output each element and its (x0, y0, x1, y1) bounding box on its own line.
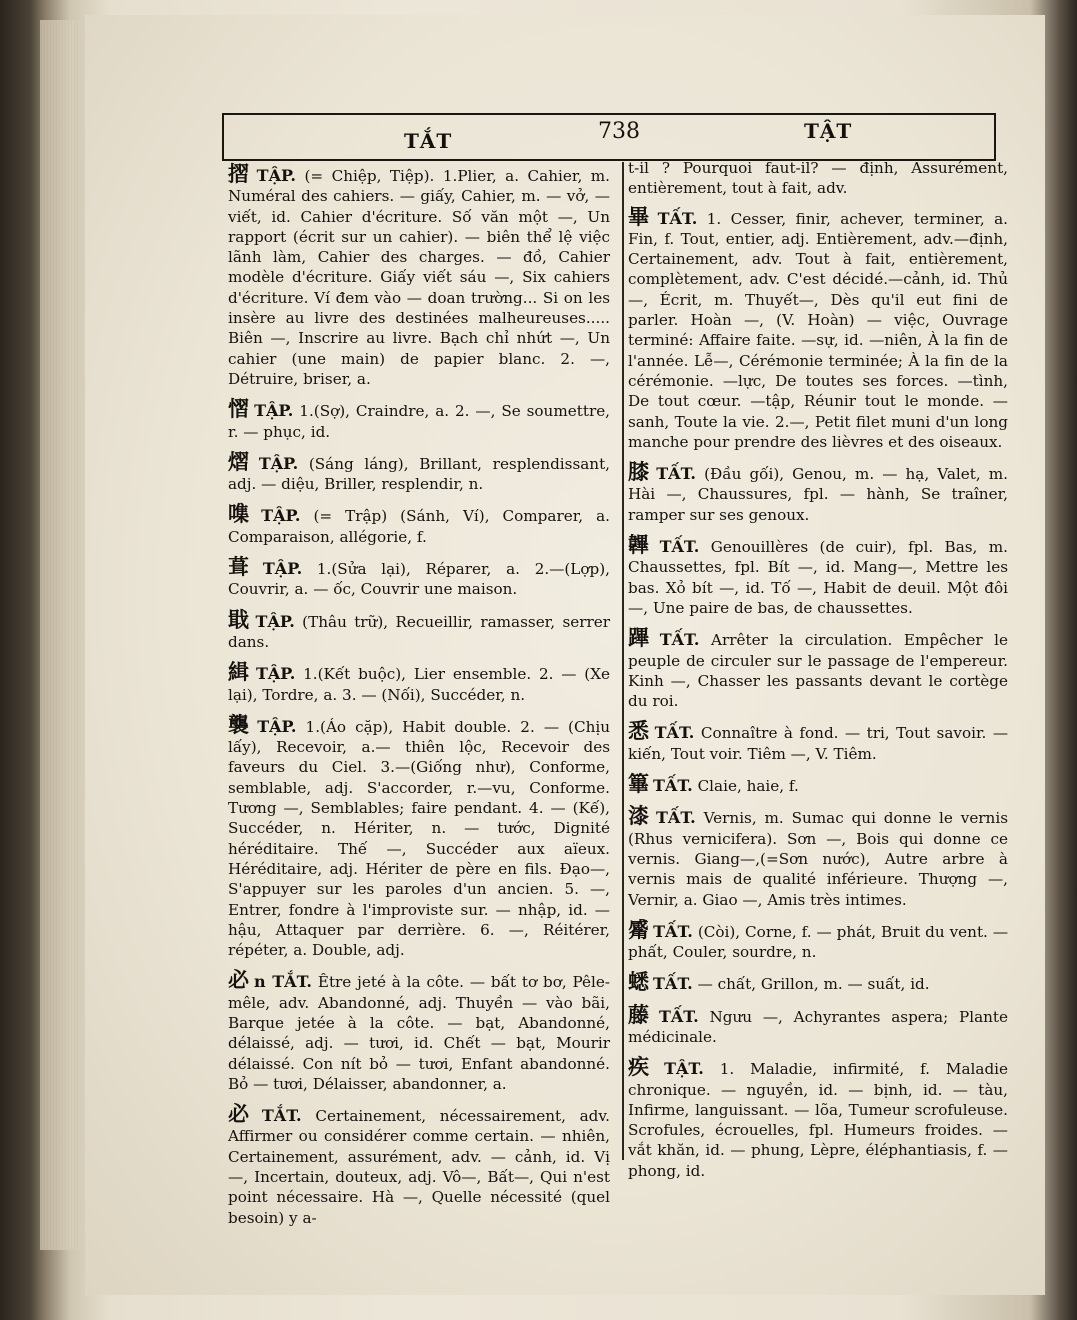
dictionary-entry-continuation (628, 158, 1008, 199)
entry-definition: 1.(Sửa lại), Réparer, a. 2.—(Lợp), Couvrir, a. — ốc, Couvrir une maison. (228, 560, 610, 599)
entry-definition: (Thâu trữ), Recueillir, ramasser, serrer dans. (228, 612, 611, 651)
entry-character: 韠 (628, 532, 656, 558)
entry-headword: TẤT. (658, 1006, 699, 1026)
entry-character: 悉 (628, 718, 651, 744)
dictionary-entry (228, 711, 611, 961)
entry-character: 葺 (228, 554, 259, 580)
entry-definition: Claie, haie, f. (697, 777, 799, 796)
entry-headword: TẬP. (255, 664, 296, 684)
entry-headword: TẤT. (653, 776, 693, 796)
entry-headword: TẤT. (656, 808, 696, 828)
dictionary-entry (228, 448, 611, 495)
entry-definition: 1.(Kết buộc), Lier ensemble. 2. — (Xe lại), Tordre, a. 3. — (Nối), Succéder, n. (228, 665, 610, 704)
entry-character: 篳 (628, 771, 649, 797)
entry-character: 必 (228, 967, 251, 993)
entry-definition: 1.(Sợ), Craindre, a. 2. —, Se soumettre, r. — phục, id. (228, 402, 611, 441)
entry-headword: TẤT. (659, 630, 700, 650)
dictionary-entry (628, 771, 1008, 797)
entry-definition: Connaître à fond. — tri, Tout savoir. — kiến, Tout voir. Tiêm —, V. Tiêm. (628, 724, 1009, 763)
entry-headword: n TẮT. (254, 972, 312, 992)
entry-headword: TẬP. (261, 506, 301, 526)
entry-character: 必 (228, 1101, 258, 1127)
entry-headword: TẤT. (654, 723, 695, 743)
entry-headword: TẬP. (257, 716, 297, 736)
entry-character: 緝 (228, 659, 252, 685)
entry-headword: TẬP. (255, 611, 295, 631)
dictionary-entry (628, 916, 1009, 963)
dictionary-entry (228, 967, 611, 1094)
dictionary-entry (628, 532, 1009, 618)
entry-headword: TẬP. (262, 559, 303, 579)
entry-headword: TẤT. (659, 537, 700, 557)
dictionary-entry (628, 203, 1008, 453)
dictionary-entry (628, 459, 1008, 525)
entry-definition: (Còi), Corne, f. — phát, Bruit du vent. — phất, Couler, sourdre, n. (628, 922, 1009, 962)
entry-headword: TẤT. (657, 208, 698, 228)
entry-definition: Vernis, m. Sumac qui donne le vernis (Rhus vernicifera). Sơn —, Bois qui donne ce vernis. Giang—,(=Sơn nước), Autre arbre à vernis mais de qualité inférieure. Thượng —, Vernir, a. Giao —, Amis très intimes. (628, 809, 1008, 909)
entry-headword: TẬP. (258, 453, 299, 473)
entry-definition: 1. Maladie, infirmité, f. Maladie chronique. — nguyền, id. — bịnh, id. — tàu, Infirme, languissant. — lõa, Tumeur scrofuleuse. Scrofules, écrouelles, fpl. Humeurs froides. — vắt khăn, id. — phung, Lèpre, éléphantiasis, f. — phong, id. (628, 1060, 1009, 1180)
entry-character: 摺 (228, 161, 253, 186)
dictionary-entry (628, 969, 1008, 995)
page-number: 738 (598, 119, 640, 144)
entry-character: 畢 (628, 203, 654, 229)
entry-character: 藤 (628, 1001, 655, 1027)
entry-character: 㗱 (228, 501, 258, 527)
entry-definition: Être jeté à la côte. — bất tơ bơ, Pêle-mêle, adv. Abandonné, adj. Thuyền — vào bãi, Barque jetée à la côte. — bạt, Abandonné, délaissé, adj. — tươi, id. Chết — bạt, Mourir délaissé. Con nít bỏ — tươi, Enfant abandonné. Bỏ — tươi, Délaisser, abandonner, a. (228, 973, 611, 1093)
page-stack-edge (40, 20, 80, 1250)
dictionary-entry (228, 659, 610, 705)
header-right-word: TẬT (804, 119, 853, 143)
left-column (228, 161, 611, 1238)
entry-character: 熠 (228, 448, 255, 474)
entry-definition: — chất, Grillon, m. — suất, id. (697, 975, 930, 994)
entry-headword: TẬP. (254, 401, 294, 421)
entry-headword: TẬP. (256, 166, 296, 185)
entry-definition: 1.(Áo cặp), Habit double. 2. — (Chịu lấy), Recevoir, a.— thiên lộc, Recevoir des faveurs du Ciel. 3.—(Giống như), Conforme, semblable, adj. S'accorder, r.—vu, Conforme. Tương —, Semblables; faire pendant. 4. — (Kế), Succéder, n. Hériter, n. — tước, Dignité héréditaire. Thế —, Succéder aux aïeux. Héréditaire, adj. Hériter de père en fils. Đạo—, S'appuyer sur les paroles d'un ancien. 5. —, Entrer, fondre à l'improviste sur. — nhập, id. — hậu, Attaquer par derrière. 6. —, Réitérer, répéter, a. Double, adj. (228, 717, 611, 960)
entry-character: 襲 (228, 711, 254, 737)
dictionary-entry (228, 606, 611, 653)
column-divider (622, 162, 624, 1160)
dictionary-entry (228, 501, 611, 547)
dictionary-entry (628, 1054, 1009, 1181)
dictionary-entry (228, 161, 610, 389)
header-left-word: TẮT (404, 129, 453, 153)
running-header (222, 113, 996, 161)
dictionary-entry (628, 625, 1009, 711)
entry-headword: TẤT. (653, 921, 693, 941)
entry-definition: t-il ? Pourquoi faut-il? — định, Assurément, entièrement, tout à fait, adv. (628, 159, 1008, 198)
entry-definition: (= Trập) (Sánh, Ví), Comparer, a. Comparaison, allégorie, f. (228, 507, 611, 546)
entry-headword: TẮT. (261, 1106, 302, 1126)
entry-character: 蟋 (628, 969, 649, 995)
entry-character: 膝 (628, 459, 653, 485)
dictionary-entry (628, 803, 1008, 909)
entry-headword: TẬT. (664, 1059, 704, 1079)
entry-definition: 1. Cesser, finir, achever, terminer, a. Fin, f. Tout, entier, adj. Entièrement, adv.—định, Certainement, adv. Tout à fait, entièrement, complètement, adv. C'est décidé.—cảnh, id. Thủ—, Écrit, m. Thuyết—, Dès qu'il eut fini de parler. Hoàn —, (V. Hoàn) — việc, Ouvrage terminé: Affaire faite. —sự, id. —niên, À la fin de l'année. Lễ—, Cérémonie terminée; À la fin de la cérémonie. —lực, De toutes ses forces. —tình, De tout cœur. —tập, Réunir tout le monde. —sanh, Toute la vie. 2.—, Petit filet muni d'un long manche pour prendre des lièvres et des oiseaux. (628, 209, 1008, 451)
entry-definition: (Sáng láng), Brillant, resplendissant, adj. — diệu, Briller, resplendir, n. (228, 454, 611, 494)
entry-definition: (Đầu gối), Genou, m. — hạ, Valet, m. Hài —, Chaussures, fpl. — hành, Se traîner, ramper sur ses genoux. (628, 465, 1008, 524)
entry-definition: Certainement, nécessairement, adv. Affirmer ou considérer comme certain. — nhiên, Certainement, assurément, adv. — cảnh, id. Vị —, Incertain, douteux, adj. Vô—, Bất—, Qui n'est point nécessaire. Hà —, Quelle nécessité (quel besoin) y a- (228, 1107, 611, 1227)
entry-character: 戢 (228, 606, 252, 632)
entry-definition: Ngưu —, Achyrantes aspera; Plante médicinale. (628, 1007, 1008, 1046)
entry-headword: TẤT. (653, 974, 693, 994)
entry-character: 慴 (228, 396, 251, 422)
dictionary-entry (628, 1001, 1008, 1048)
dictionary-entry (228, 396, 611, 442)
entry-character: 疾 (628, 1054, 661, 1080)
entry-definition: (= Chiệp, Tiệp). 1.Plier, a. Cahier, m. Numéral des cahiers. — giấy, Cahier, m. — vở, — viết, id. Cahier d'écriture. Số văn một —, Un rapport (écrit sur un cahier). — biên thể lệ việc lãnh làm, Cahier des charges. — đồ, Cahier modèle d'écriture. Giấy viết sáu —, Six cahiers d'écriture. Ví đem vào — doan trường... Si on les insère au livre des destinées malheureuses..... Biên —, Inscrire au livre. Bạch chỉ nhứt —, Un cahier (une main) de papier blanc. 2. —, Détruire, briser, a. (228, 167, 610, 388)
dictionary-entry (228, 1101, 611, 1228)
dictionary-entry (228, 554, 610, 600)
entry-definition: Genouillères (de cuir), fpl. Bas, m. Chaussettes, fpl. Bít —, id. Mang—, Mettre les bas. Xỏ bít —, id. Tố —, Habit de deuil. Một đôi —, Une paire de bas, de chaussettes. (628, 538, 1009, 617)
entry-headword: TẤT. (656, 464, 696, 484)
entry-character: 觱 (628, 916, 650, 942)
dictionary-entry (628, 718, 1009, 764)
entry-character: 蹕 (628, 625, 656, 651)
entry-definition: Arrêter la circulation. Empêcher le peuple de circuler sur le passage de l'empereur. Kinh —, Chasser les passants devant le cortège du roi. (628, 631, 1009, 711)
right-column (628, 158, 1008, 1191)
entry-character: 漆 (628, 803, 653, 829)
